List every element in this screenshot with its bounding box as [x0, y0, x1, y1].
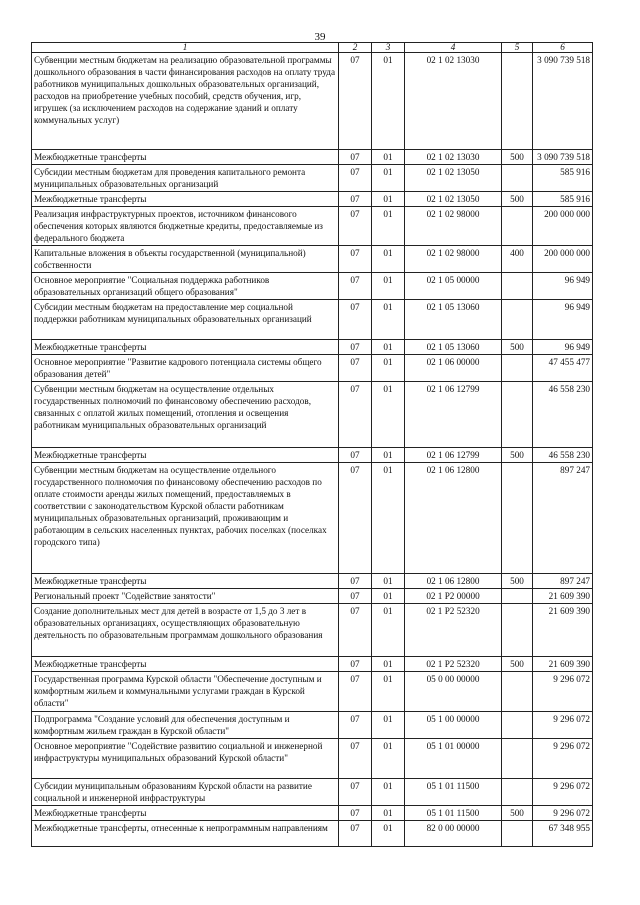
cell-section: 07 — [339, 207, 372, 246]
cell-expense-type — [502, 300, 533, 340]
cell-subsection: 01 — [372, 589, 405, 604]
cell-subsection: 01 — [372, 355, 405, 382]
cell-subsection: 01 — [372, 672, 405, 712]
cell-amount: 9 296 072 — [533, 779, 593, 806]
header-col-amount: 6 — [533, 43, 593, 53]
cell-subsection: 01 — [372, 340, 405, 355]
cell-amount: 9 296 072 — [533, 739, 593, 779]
cell-subsection: 01 — [372, 382, 405, 448]
cell-section: 07 — [339, 273, 372, 300]
cell-amount: 21 609 390 — [533, 589, 593, 604]
cell-target-code: 02 1 06 00000 — [405, 355, 502, 382]
cell-name: Государственная программа Курской области "Обеспечение доступным и комфортным жильем и коммунальными услугами граждан в Курской области" — [32, 672, 339, 712]
cell-target-code: 02 1 02 13050 — [405, 192, 502, 207]
cell-section: 07 — [339, 300, 372, 340]
table-row — [32, 273, 593, 300]
header-col-subsection: 3 — [372, 43, 405, 53]
cell-section: 07 — [339, 657, 372, 672]
cell-amount: 21 609 390 — [533, 604, 593, 657]
cell-subsection: 01 — [372, 300, 405, 340]
cell-section: 07 — [339, 574, 372, 589]
cell-section: 07 — [339, 739, 372, 779]
cell-name: Субвенции местным бюджетам на осуществление отдельного государственного полномочия по финансовому обеспечению расходов по оплате стоимости аренды жилых помещений, предоставляемых в соответствии с законодательством Курской области работникам муниципальных образовательных организаций, проживающим и работающим в сельских населенных пунктах, рабочих поселках (поселках городского типа) — [32, 463, 339, 574]
cell-expense-type: 500 — [502, 448, 533, 463]
cell-amount: 897 247 — [533, 463, 593, 574]
table-row — [32, 806, 593, 821]
cell-amount: 9 296 072 — [533, 806, 593, 821]
cell-target-code: 02 1 02 13050 — [405, 165, 502, 192]
cell-section: 07 — [339, 246, 372, 273]
cell-section: 07 — [339, 672, 372, 712]
cell-amount: 200 000 000 — [533, 246, 593, 273]
table-row — [32, 192, 593, 207]
cell-amount: 47 455 477 — [533, 355, 593, 382]
cell-amount: 3 090 739 518 — [533, 150, 593, 165]
table-row — [32, 382, 593, 448]
table-body — [32, 53, 593, 847]
cell-target-code: 02 1 05 13060 — [405, 300, 502, 340]
cell-section: 07 — [339, 712, 372, 739]
cell-amount: 21 609 390 — [533, 657, 593, 672]
cell-name: Межбюджетные трансферты, отнесенные к непрограммным направлениям — [32, 821, 339, 847]
table-row — [32, 246, 593, 273]
cell-name: Основное мероприятие "Социальная поддержка работников образовательных организаций общего образования" — [32, 273, 339, 300]
cell-target-code: 82 0 00 00000 — [405, 821, 502, 847]
cell-subsection: 01 — [372, 574, 405, 589]
cell-target-code: 02 1 06 12800 — [405, 463, 502, 574]
cell-expense-type: 500 — [502, 340, 533, 355]
cell-name: Субвенции местным бюджетам на осуществление отдельных государственных полномочий по финансовому обеспечению расходов, связанных с оплатой жилых помещений, отопления и освещения работникам муниципальных образовательных организаций — [32, 382, 339, 448]
cell-target-code: 02 1 P2 00000 — [405, 589, 502, 604]
cell-section: 07 — [339, 604, 372, 657]
cell-amount: 585 916 — [533, 192, 593, 207]
cell-target-code: 02 1 P2 52320 — [405, 604, 502, 657]
cell-expense-type — [502, 821, 533, 847]
table-row — [32, 165, 593, 192]
cell-name: Межбюджетные трансферты — [32, 340, 339, 355]
cell-name: Межбюджетные трансферты — [32, 192, 339, 207]
header-row — [32, 43, 593, 53]
cell-name: Основное мероприятие "Развитие кадрового потенциала системы общего образования детей" — [32, 355, 339, 382]
cell-expense-type — [502, 589, 533, 604]
cell-target-code: 02 1 06 12799 — [405, 382, 502, 448]
cell-name: Создание дополнительных мест для детей в возрасте от 1,5 до 3 лет в образовательных организациях, осуществляющих образовательную деятельность по образовательным программам дошкольного образования — [32, 604, 339, 657]
table-row — [32, 739, 593, 779]
cell-name: Субсидии местным бюджетам для проведения капитального ремонта муниципальных образовательных организаций — [32, 165, 339, 192]
cell-section: 07 — [339, 463, 372, 574]
cell-subsection: 01 — [372, 604, 405, 657]
cell-target-code: 02 1 02 13030 — [405, 53, 502, 150]
cell-target-code: 05 1 01 11500 — [405, 779, 502, 806]
cell-amount: 96 949 — [533, 273, 593, 300]
cell-subsection: 01 — [372, 165, 405, 192]
cell-expense-type — [502, 207, 533, 246]
table-row — [32, 355, 593, 382]
header-col-expense-type: 5 — [502, 43, 533, 53]
cell-section: 07 — [339, 150, 372, 165]
cell-subsection: 01 — [372, 53, 405, 150]
table-row — [32, 53, 593, 150]
cell-name: Межбюджетные трансферты — [32, 806, 339, 821]
cell-subsection: 01 — [372, 273, 405, 300]
table-row — [32, 448, 593, 463]
cell-expense-type — [502, 779, 533, 806]
cell-amount: 9 296 072 — [533, 672, 593, 712]
cell-expense-type — [502, 604, 533, 657]
cell-expense-type — [502, 355, 533, 382]
cell-name: Субсидии местным бюджетам на предоставление мер социальной поддержки работникам муниципальных образовательных организаций — [32, 300, 339, 340]
cell-expense-type — [502, 463, 533, 574]
cell-section: 07 — [339, 806, 372, 821]
cell-expense-type — [502, 53, 533, 150]
cell-subsection: 01 — [372, 712, 405, 739]
cell-expense-type — [502, 165, 533, 192]
cell-section: 07 — [339, 448, 372, 463]
cell-subsection: 01 — [372, 657, 405, 672]
cell-section: 07 — [339, 192, 372, 207]
cell-section: 07 — [339, 165, 372, 192]
cell-expense-type: 500 — [502, 150, 533, 165]
cell-section: 07 — [339, 340, 372, 355]
cell-section: 07 — [339, 589, 372, 604]
cell-subsection: 01 — [372, 779, 405, 806]
cell-section: 07 — [339, 355, 372, 382]
cell-target-code: 02 1 P2 52320 — [405, 657, 502, 672]
header-col-name: 1 — [32, 43, 339, 53]
cell-amount: 46 558 230 — [533, 382, 593, 448]
cell-name: Основное мероприятие "Содействие развитию социальной и инженерной инфраструктуры муниципальных образований Курской области" — [32, 739, 339, 779]
cell-amount: 96 949 — [533, 300, 593, 340]
cell-name: Реализация инфраструктурных проектов, источником финансового обеспечения которых являются бюджетные кредиты, предоставляемые из федерального бюджета — [32, 207, 339, 246]
cell-amount: 9 296 072 — [533, 712, 593, 739]
cell-amount: 3 090 739 518 — [533, 53, 593, 150]
cell-target-code: 05 1 00 00000 — [405, 712, 502, 739]
cell-amount: 897 247 — [533, 574, 593, 589]
cell-name: Межбюджетные трансферты — [32, 657, 339, 672]
cell-target-code: 02 1 02 98000 — [405, 207, 502, 246]
cell-target-code: 05 1 01 11500 — [405, 806, 502, 821]
table-row — [32, 604, 593, 657]
cell-subsection: 01 — [372, 246, 405, 273]
header-col-target-code: 4 — [405, 43, 502, 53]
cell-expense-type — [502, 739, 533, 779]
table-row — [32, 779, 593, 806]
cell-section: 07 — [339, 53, 372, 150]
cell-expense-type: 500 — [502, 574, 533, 589]
table-row — [32, 672, 593, 712]
cell-amount: 585 916 — [533, 165, 593, 192]
cell-name: Межбюджетные трансферты — [32, 574, 339, 589]
cell-subsection: 01 — [372, 192, 405, 207]
cell-target-code: 05 1 01 00000 — [405, 739, 502, 779]
cell-expense-type: 400 — [502, 246, 533, 273]
cell-name: Капитальные вложения в объекты государственной (муниципальной) собственности — [32, 246, 339, 273]
cell-name: Межбюджетные трансферты — [32, 448, 339, 463]
cell-expense-type: 500 — [502, 192, 533, 207]
cell-expense-type — [502, 273, 533, 300]
cell-name: Межбюджетные трансферты — [32, 150, 339, 165]
cell-amount: 46 558 230 — [533, 448, 593, 463]
cell-subsection: 01 — [372, 207, 405, 246]
cell-target-code: 02 1 05 13060 — [405, 340, 502, 355]
cell-expense-type — [502, 382, 533, 448]
table-row — [32, 657, 593, 672]
cell-expense-type: 500 — [502, 657, 533, 672]
cell-subsection: 01 — [372, 463, 405, 574]
table-row — [32, 463, 593, 574]
cell-subsection: 01 — [372, 448, 405, 463]
table-row — [32, 574, 593, 589]
table-row — [32, 589, 593, 604]
cell-expense-type: 500 — [502, 806, 533, 821]
cell-target-code: 02 1 02 13030 — [405, 150, 502, 165]
table-row — [32, 300, 593, 340]
cell-expense-type — [502, 712, 533, 739]
cell-name: Субсидии муниципальным образованиям Курской области на развитие социальной и инженерной инфраструктуры — [32, 779, 339, 806]
cell-subsection: 01 — [372, 739, 405, 779]
cell-expense-type — [502, 672, 533, 712]
budget-table — [31, 42, 593, 847]
cell-subsection: 01 — [372, 806, 405, 821]
cell-name: Подпрограмма "Создание условий для обеспечения доступным и комфортным жильем граждан в Курской области" — [32, 712, 339, 739]
cell-section: 07 — [339, 779, 372, 806]
cell-amount: 200 000 000 — [533, 207, 593, 246]
table-row — [32, 150, 593, 165]
cell-target-code: 02 1 06 12800 — [405, 574, 502, 589]
table-row — [32, 821, 593, 847]
cell-section: 07 — [339, 821, 372, 847]
table-row — [32, 712, 593, 739]
header-col-section: 2 — [339, 43, 372, 53]
cell-amount: 67 348 955 — [533, 821, 593, 847]
cell-target-code: 05 0 00 00000 — [405, 672, 502, 712]
cell-target-code: 02 1 05 00000 — [405, 273, 502, 300]
cell-subsection: 01 — [372, 821, 405, 847]
cell-subsection: 01 — [372, 150, 405, 165]
cell-section: 07 — [339, 382, 372, 448]
cell-name: Субвенции местным бюджетам на реализацию образовательной программы дошкольного образования в части финансирования расходов на оплату труда работников муниципальных дошкольных образовательных организаций, расходов на приобретение учебных пособий, средств обучения, игр, игрушек (за исключением расходов на содержание зданий и оплату коммунальных услуг) — [32, 53, 339, 150]
page-number: 39 — [314, 31, 326, 43]
cell-target-code: 02 1 06 12799 — [405, 448, 502, 463]
cell-name: Региональный проект "Содействие занятости" — [32, 589, 339, 604]
table-row — [32, 207, 593, 246]
table-row — [32, 340, 593, 355]
cell-amount: 96 949 — [533, 340, 593, 355]
cell-target-code: 02 1 02 98000 — [405, 246, 502, 273]
